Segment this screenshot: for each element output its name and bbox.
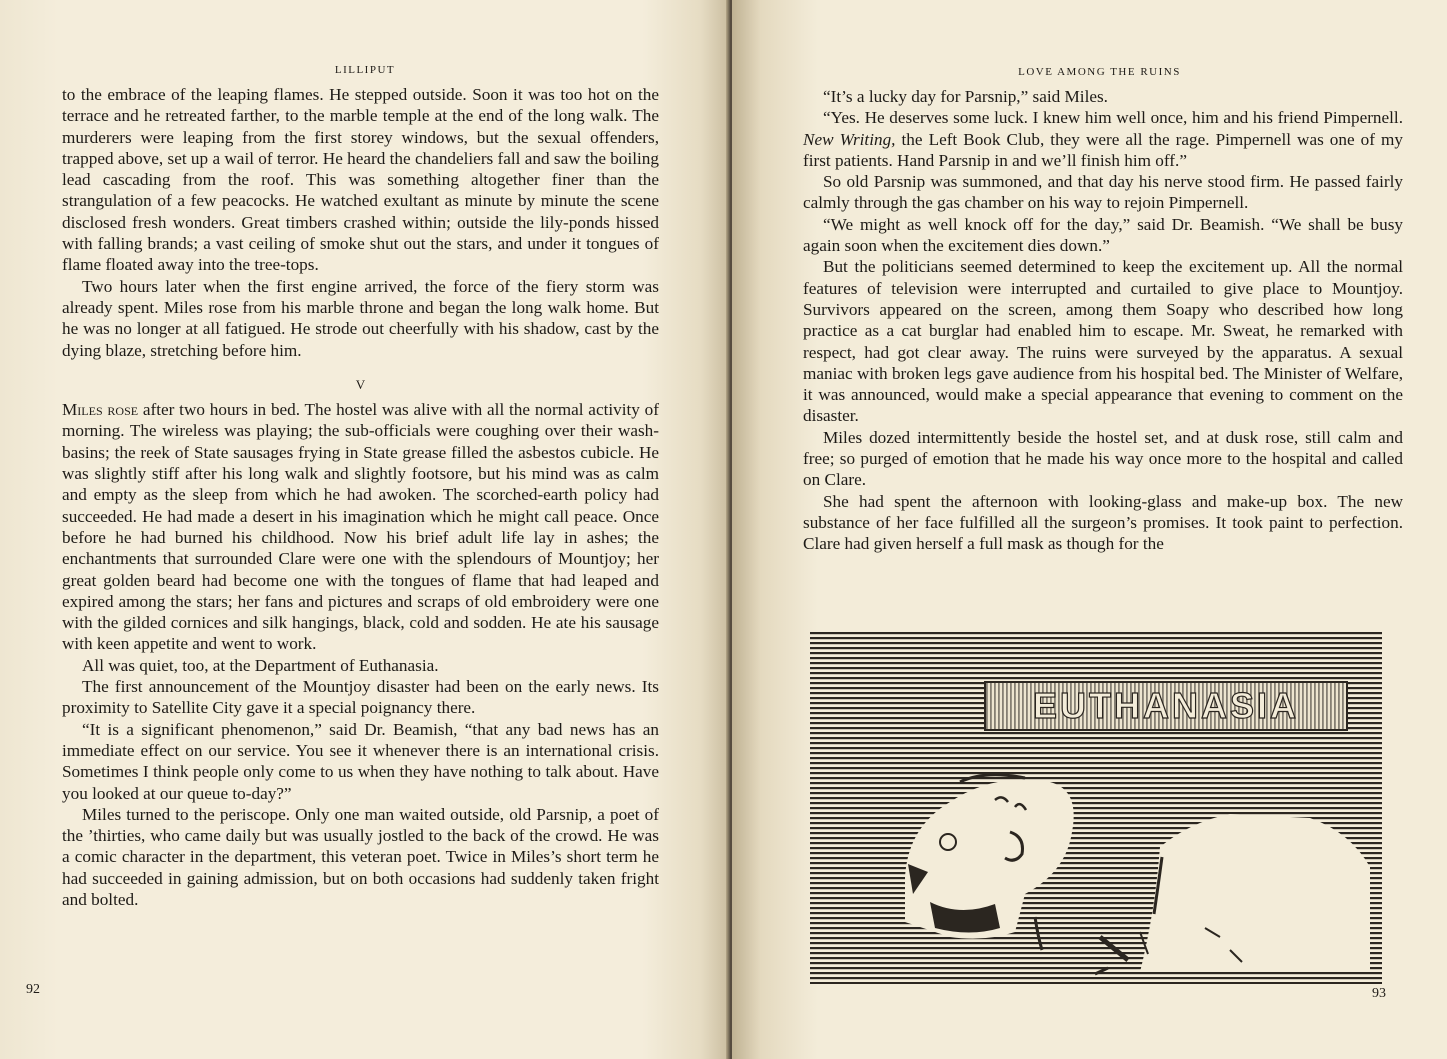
right-page xyxy=(732,0,1447,1059)
section-opening-caps: Miles rose xyxy=(62,400,139,420)
section-opening-text: after two hours in bed. The hostel was alive with all the normal activity of morning. The wireless was playing; the sub-officials were coughing over their wash-basins; the reek of State sausages frying in State grease filled the asbestos cubicle. He was slightly stiff after his long walk and slightly footsore, but his mind was as calm and empty as the sleep from which he had awoken. The scorched-earth policy had succeeded. He had made a desert in his imagination which he might call peace. Once before he had burned his childhood. Now his brief adult life lay in ashes; the enchantments that surrounded Clare were one with the splendours of Mountjoy; her great golden beard had become one with the tongues of flame that had leaped and expired among the stars; her fans and pictures and scraps of old embroidery were one with the gilded cornices and silk hangings, black, cold and sodden. He ate his sausage with keen appetite and went to work. xyxy=(62,400,659,654)
left-page-text xyxy=(62,84,659,910)
paragraph: The first announcement of the Mountjoy disaster had been on the early news. Its proximity to Satellite City gave it a special poignancy there. xyxy=(62,677,659,718)
paragraph: So old Parsnip was summoned, and that day his nerve stood firm. He passed fairly calmly through the gas chamber on his way to rejoin Pimpernell. xyxy=(803,172,1403,213)
paragraph: Two hours later when the first engine arrived, the force of the fiery storm was already spent. Miles rose from his marble throne and began the long walk home. But he was no longer at all fatigued. He strode out cheerfully with his shadow, cast by the dying blaze, stretching before him. xyxy=(62,276,659,360)
paragraph: “It’s a lucky day for Parsnip,” said Miles. xyxy=(823,87,1108,106)
paragraph: Miles dozed intermittently beside the hostel set, and at dusk rose, still calm and free; so purged of emotion that he made his way once more to the hospital and called on Clare. xyxy=(803,427,1403,490)
section-opening-paragraph xyxy=(62,399,659,655)
paragraph: Miles turned to the periscope. Only one man waited outside, old Parsnip, a poet of the ’thirties, who came daily but was usually jostled to the back of the crowd. He was a comic character in the department, this veteran poet. Twice in Miles’s short term he had succeeded in gaining admission, but on both occasions had suddenly taken fright and bolted. xyxy=(62,804,659,909)
paragraph: “We might as well knock off for the day,” said Dr. Beamish. “We shall be busy again soon when the excitement dies down.” xyxy=(803,214,1403,256)
sign-lettering: EUTHANASIA xyxy=(1032,685,1300,726)
right-page-text xyxy=(803,86,1403,555)
paragraph-text: “Yes. He deserves some luck. I knew him well once, him and his friend Pimpernell. xyxy=(823,108,1403,128)
running-head-right: LOVE AMONG THE RUINS xyxy=(1018,66,1181,78)
paragraph-with-title xyxy=(803,107,1403,171)
paragraph-text: the Left Book Club, they were all the rage. Pimpernell was one of my first patients. Hand Parsnip in and we’ll finish him off.” xyxy=(803,129,1403,170)
paragraph: “It is a significant phenomenon,” said Dr. Beamish, “that any bad news has an immediate effect on our service. You see it whenever there is an international crisis. Sometimes I think people only come to us when they have nothing to talk about. Have you looked at our queue to-day?” xyxy=(62,719,659,803)
paragraph: But the politicians seemed determined to keep the excitement up. All the normal features of television were interrupted and curtailed to give place to Mountjoy. Survivors appeared on the screen, among them Soapy who described how long practice as a cat burglar had enabled him to escape. Mr. Sweat, he remarked with respect, had got clear away. The ruins were surveyed by the apparatus. A sexual maniac with broken legs gave audience from his hospital bed. The Minister of Welfare, it was announced, would make a special appearance that evening to comment on the disaster. xyxy=(803,257,1403,426)
paragraph: All was quiet, too, at the Department of Euthanasia. xyxy=(82,655,439,675)
page-number-right: 93 xyxy=(1372,986,1386,1001)
book-title-italic: New Writing, xyxy=(803,129,896,149)
running-head-left: LILLIPUT xyxy=(334,64,396,76)
paragraph: She had spent the afternoon with looking-glass and make-up box. The new substance of her face fulfilled all the surgeon’s promises. It took paint to perfection. Clare had given herself a full mask as though for the xyxy=(803,491,1403,554)
paragraph: to the embrace of the leaping flames. He stepped outside. Soon it was too hot on the terrace and he retreated farther, to the marble temple at the end of the long walk. The murderers were leaping from the first storey windows, but the sexual offenders, trapped above, set up a wail of terror. He heard the chandeliers fall and saw the boiling lead cascading from the roof. This was something altogether finer than the strangulation of a few peacocks. He watched exultant as minute by minute the scene disclosed fresh wonders. Great timbers crashed within; outside the lily-ponds hissed with falling brands; a vast ceiling of smoke shut out the stars, and under it tongues of flame floated away into the tree-tops. xyxy=(62,85,659,275)
illustration-drawing xyxy=(810,632,1382,984)
page-number-left: 92 xyxy=(26,982,40,997)
euthanasia-illustration xyxy=(810,632,1382,984)
section-number: V xyxy=(355,376,366,392)
